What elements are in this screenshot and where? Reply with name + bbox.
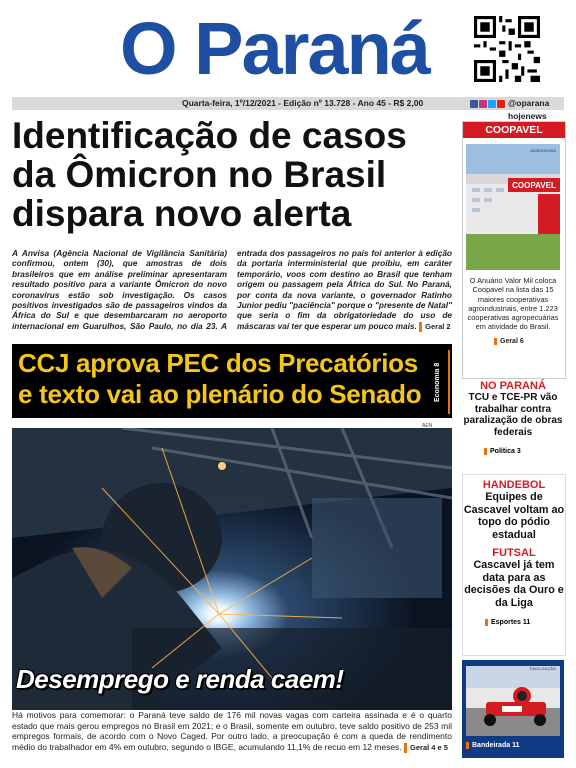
no-parana-page-ref[interactable]: Política 3	[484, 448, 521, 455]
photo-tag: ASSESSORIA	[530, 148, 556, 153]
lead-body-text: A Anvisa (Agência Nacional de Vigilância Sanitária) confirmou, ontem (30), que amostras de dois brasileiros que em análise preliminar apresentaram resultado positivo para a variante Ômicron do novo coronavírus estão sob investigação. Os casos positivos investigados são de passageiros vindos da África do Sul e que desembarcaram no aeroporto internacional em Guarulhos, São Paulo, no dia 23. A entrada dos passageiros no país foi anterior à edição da portaria interministerial que proibiu, em caráter temporário, voos com destino ao Brasil que tenham origem ou passagem pela África do Sul. No Paraná, por conta da nova variante, o governador Ratinho Junior pediu "paciência" porque o "presente de Natal" que seria o fim da obrigatoriedade do uso de máscaras vai ter que esperar um pouco mais.	[12, 248, 452, 331]
lead-page-ref[interactable]: Geral 2	[419, 322, 450, 332]
ccj-headline[interactable]: CCJ aprova PEC dos Precatórios e texto vai ao plenário do Senado	[18, 348, 422, 409]
futsal-header: FUTSAL	[492, 547, 536, 559]
ccj-page-ref[interactable]: Economia 8	[434, 350, 450, 414]
youtube-icon[interactable]	[497, 100, 505, 108]
lead-body	[12, 248, 452, 334]
employment-page-ref[interactable]: Geral 4 e 5	[404, 743, 448, 754]
twitter-icon[interactable]	[488, 100, 496, 108]
coopavel-building-photo	[466, 144, 560, 270]
photo-caption[interactable]: Desemprego e renda caem!	[16, 664, 344, 694]
coopavel-body: O Anuário Valor Mil coloca Coopavel na lista das 15 maiores cooperativas agroindustriais, entre 1.223 cooperativas agropecuárias em atividade do Brasil.	[467, 276, 559, 332]
lead-headline[interactable]: Identificação de casos da Ômicron no Brasil dispara novo alerta	[12, 115, 407, 234]
qr-code-icon	[474, 16, 540, 82]
social-handle[interactable]: @oparana hojenews	[508, 98, 550, 121]
futsal-page-ref[interactable]: Esportes 11	[485, 619, 530, 626]
coopavel-page-ref[interactable]: Geral 6	[494, 338, 524, 345]
edition-info: Quarta-feira, 1º/12/2021 - Edição nº 13.728 - Ano 45 - R$ 2,00	[182, 98, 424, 108]
coopavel-text	[464, 276, 562, 346]
facebook-icon[interactable]	[470, 100, 478, 108]
coopavel-header: COOPAVEL	[463, 122, 565, 138]
employment-body	[12, 710, 452, 753]
kart-page-ref[interactable]: Bandeirada 11	[466, 742, 519, 749]
kart-photo-tag: DIVULGAÇÃO	[529, 666, 556, 671]
employment-body-text: Há motivos para comemorar: o Paraná teve saldo de 176 mil novas vagas com carteira assinada e é o quarto estado que mais gerou empregos no Brasil em 2021; e o Brasil, somente em outubro, teve saldo positivo de 253 mil empregos formais, de acordo com o Novo Caged. Por outro lado, a preocupação é com a queda de rendimento médio do trabalhador em 4% em outubro, segundo o IBGE, acumulando 11,1% de recuo em 12 meses.	[12, 710, 452, 752]
handebol-headline: Equipes de Cascavel voltam ao topo do pódio estadual	[463, 491, 565, 541]
handebol-header: HANDEBOL	[482, 479, 546, 491]
sports-box[interactable]	[462, 474, 566, 656]
no-parana-header: NO PARANÁ	[480, 380, 546, 392]
social-icons	[470, 99, 506, 112]
no-parana-headline: TCU e TCE-PR vão trabalhar contra paralização de obras federais	[463, 392, 563, 438]
coopavel-sign: COOPAVEL	[512, 181, 556, 190]
dateline-bar	[12, 97, 564, 121]
no-parana-box[interactable]	[462, 380, 564, 458]
futsal-headline: Cascavel já tem data para as decisões da Ouro e da Liga	[464, 559, 564, 609]
masthead	[0, 0, 576, 96]
photo-credit: AEN	[422, 423, 433, 429]
instagram-icon[interactable]	[479, 100, 487, 108]
newspaper-logo[interactable]: O Paraná	[120, 7, 429, 90]
